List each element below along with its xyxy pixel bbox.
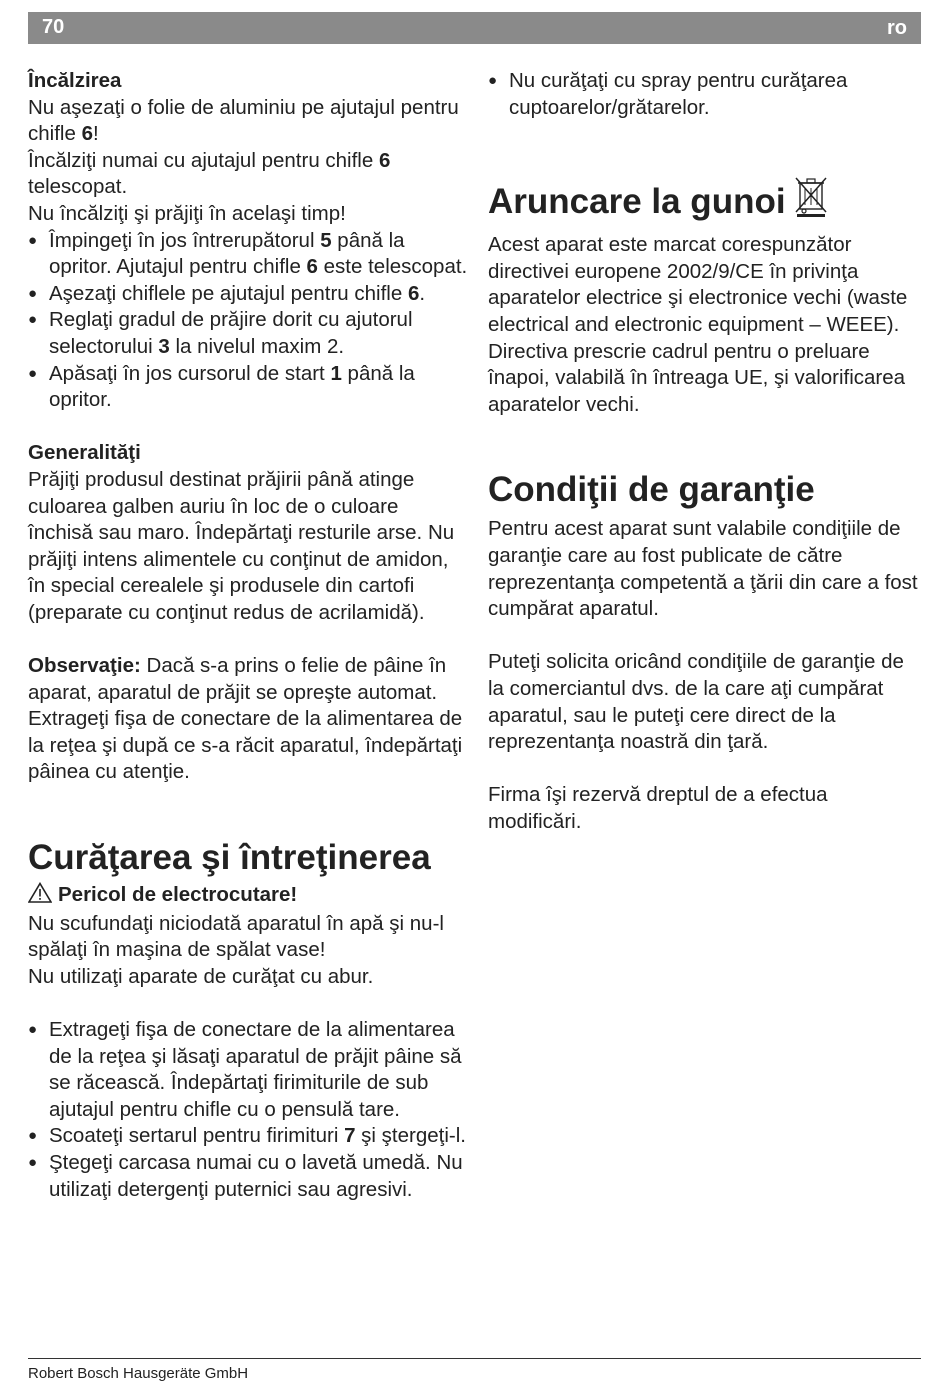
warranty-paragraph: Pentru acest aparat sunt valabile condiţiile de garanţie care au fost publicate de către reprezentanţa competentă a ţării din care a fost cumpărat aparatul. xyxy=(488,517,918,621)
cleaning-bullet: ● Extrageţi fişa de conectare de la alimentarea de la reţea şi lăsaţi aparatul de prăjit pâine să se răcească. Îndepărtaţi firimiturile de sub ajutajul pentru chifle cu o pensulă tare. xyxy=(28,1017,468,1123)
warranty-paragraph: Puteţi solicita oricând condiţiile de garanţie de la comerciantul dvs. de la care aţi cumpărat aparatul, sau le puteţi cere direct de la reprezentanţa noastră din ţară. xyxy=(488,650,904,754)
heating-line: Nu aşezaţi o folie de aluminiu pe ajutajul pentru chifle 6! xyxy=(28,95,459,146)
cleaning-line: Nu scufundaţi niciodată aparatul în apă şi nu-l spălaţi în maşina de spălat vase! xyxy=(28,911,444,962)
warranty-paragraph: Firma îşi rezervă dreptul de a efectua modificări. xyxy=(488,783,828,833)
heating-bullet: ● Aşezaţi chiflele pe ajutajul pentru chifle 6. xyxy=(28,281,468,308)
note-paragraph: Observaţie: Dacă s-a prins o felie de pâine în aparat, aparatul de prăjit se opreşte automat. Extrageţi fişa de conectare de la alimentarea de la reţea şi după ce s-a răcit aparatul, îndepărtaţi pâinea cu atenţie. xyxy=(28,654,463,784)
disposal-paragraph: Acest aparat este marcat corespunzător directivei europene 2002/9/CE în privinţa aparatelor electrice şi electronice vechi (waste electrical and electronic equipment – WEEE). xyxy=(488,233,908,336)
language-code: ro xyxy=(887,17,907,39)
right-column xyxy=(488,68,918,835)
footer-company: Robert Bosch Hausgeräte GmbH xyxy=(28,1365,249,1382)
general-heading: Generalităţi xyxy=(28,441,141,465)
heating-line: Nu încălziţi şi prăjiţi în acelaşi timp! xyxy=(28,201,346,225)
general-text: Prăjiţi produsul destinat prăjirii până atinge culoarea galben auriu în loc de o culoare închisă sau maro. Îndepărtaţi resturile arse. Nu prăjiţi intens alimentele cu conţinut de amidon, în special cerealele şi produsele din cartofi (preparate cu conţinut redus de acrilamidă). xyxy=(28,467,455,624)
spray-bullet: ● Nu curăţaţi cu spray pentru curăţarea cuptoarelor/grătarelor. xyxy=(488,68,918,121)
heating-bullet: ● Apăsaţi în jos cursorul de start 1 până la opritor. xyxy=(28,361,468,414)
heating-heading: Încălzirea xyxy=(28,69,122,92)
cleaning-bullet: ● Ştegeţi carcasa numai cu o lavetă umedă. Nu utilizaţi detergenţi puternici sau agresivi. xyxy=(28,1150,468,1203)
page-header-bar xyxy=(28,12,921,44)
warranty-title: Condiţii de garanţie xyxy=(488,470,815,510)
warning-triangle-icon xyxy=(28,882,52,911)
note-label: Observaţie: xyxy=(28,654,141,678)
heating-bullet: ● Reglaţi gradul de prăjire dorit cu ajutorul selectorului 3 la nivelul maxim 2. xyxy=(28,307,468,360)
cleaning-line: Nu utilizaţi aparate de curăţat cu abur. xyxy=(28,964,374,988)
page-number: 70 xyxy=(42,16,65,38)
warning-line: Pericol de electrocutare! xyxy=(28,882,468,911)
heating-bullet: ● Împingeţi în jos întrerupătorul 5 până la opritor. Ajutajul pentru chifle 6 este telescopat. xyxy=(28,228,468,281)
left-column xyxy=(28,68,468,1203)
disposal-title: Aruncare la gunoi xyxy=(488,175,918,226)
cleaning-title: Curăţarea şi întreţinerea xyxy=(28,838,431,878)
footer-divider xyxy=(28,1358,921,1359)
heating-line: Încălziţi numai cu ajutajul pentru chifle 6 telescopat. xyxy=(28,148,391,199)
weee-bin-icon xyxy=(794,175,828,226)
disposal-paragraph: Directiva prescrie cadrul pentru o preluare înapoi, valabilă în întreaga UE, şi valorificarea aparatelor vechi. xyxy=(488,339,906,416)
cleaning-bullet: ● Scoateţi sertarul pentru firimituri 7 şi ştergeţi-l. xyxy=(28,1123,468,1150)
